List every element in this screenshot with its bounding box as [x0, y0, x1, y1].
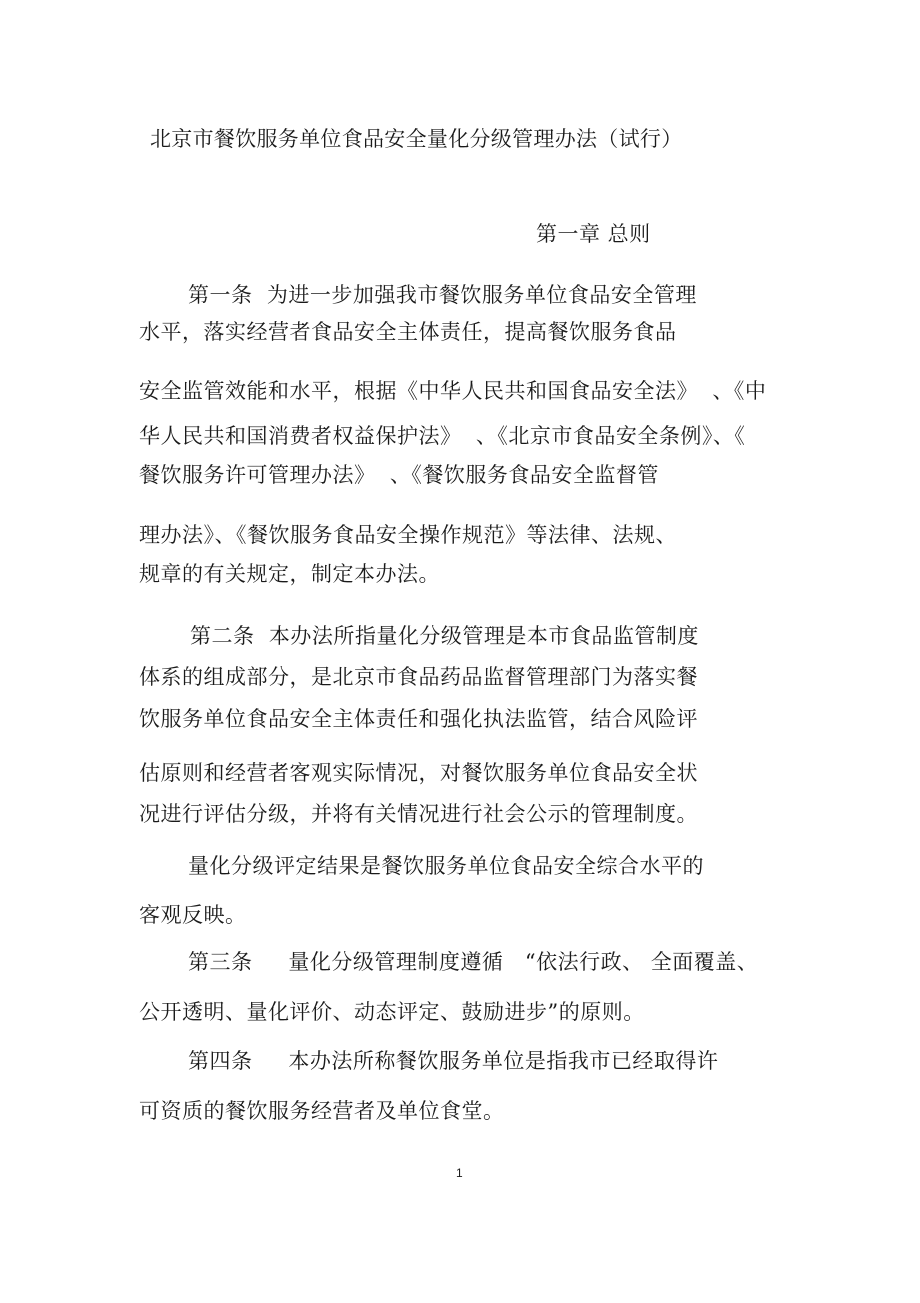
article2-para2-line2: 客观反映。: [139, 903, 247, 927]
page-number: 1: [456, 1166, 463, 1180]
article2-para2-line1: 量化分级评定结果是餐饮服务单位食品安全综合水平的: [188, 854, 704, 878]
chapter-heading: 第一章 总则: [536, 222, 651, 246]
article4-line1: 第四条 本办法所称餐饮服务单位是指我市已经取得许: [188, 1049, 719, 1073]
document-title: 北京市餐饮服务单位食品安全量化分级管理办法（试行）: [150, 127, 683, 151]
article2-line2: 体系的组成部分，是北京市食品药品监督管理部门为落实餐: [139, 665, 698, 689]
article1-line6: 理办法》、《餐饮服务食品安全操作规范》等法律、法规、: [139, 523, 677, 547]
article1-line2: 水平，落实经营者食品安全主体责任，提高餐饮服务食品: [139, 320, 677, 344]
article1-line7: 规章的有关规定，制定本办法。: [139, 562, 440, 586]
article1-line1: 第一条 为进一步加强我市餐饮服务单位食品安全管理: [188, 283, 697, 307]
article2-line3: 饮服务单位食品安全主体责任和强化执法监管，结合风险评: [139, 707, 698, 731]
article2-line4: 估原则和经营者客观实际情况，对餐饮服务单位食品安全状: [139, 761, 698, 785]
article1-line5: 餐饮服务许可管理办法》 、《餐饮服务食品安全监督管: [139, 463, 659, 487]
article2-line1: 第二条 本办法所指量化分级管理是本市食品监管制度: [190, 624, 699, 648]
article3-line2: 公开透明、量化评价、动态评定、鼓励进步”的原则。: [139, 1000, 645, 1024]
article1-line4: 华人民共和国消费者权益保护法》 、《北京市食品安全条例》、《: [139, 424, 746, 448]
article4-line2: 可资质的餐饮服务经营者及单位食堂。: [139, 1099, 505, 1123]
article3-line1: 第三条 量化分级管理制度遵循 “依法行政、 全面覆盖、: [188, 950, 759, 974]
article1-line3: 安全监管效能和水平，根据《中华人民共和国食品安全法》 、《中: [139, 379, 767, 403]
article2-line5: 况进行评估分级，并将有关情况进行社会公示的管理制度。: [139, 802, 698, 826]
